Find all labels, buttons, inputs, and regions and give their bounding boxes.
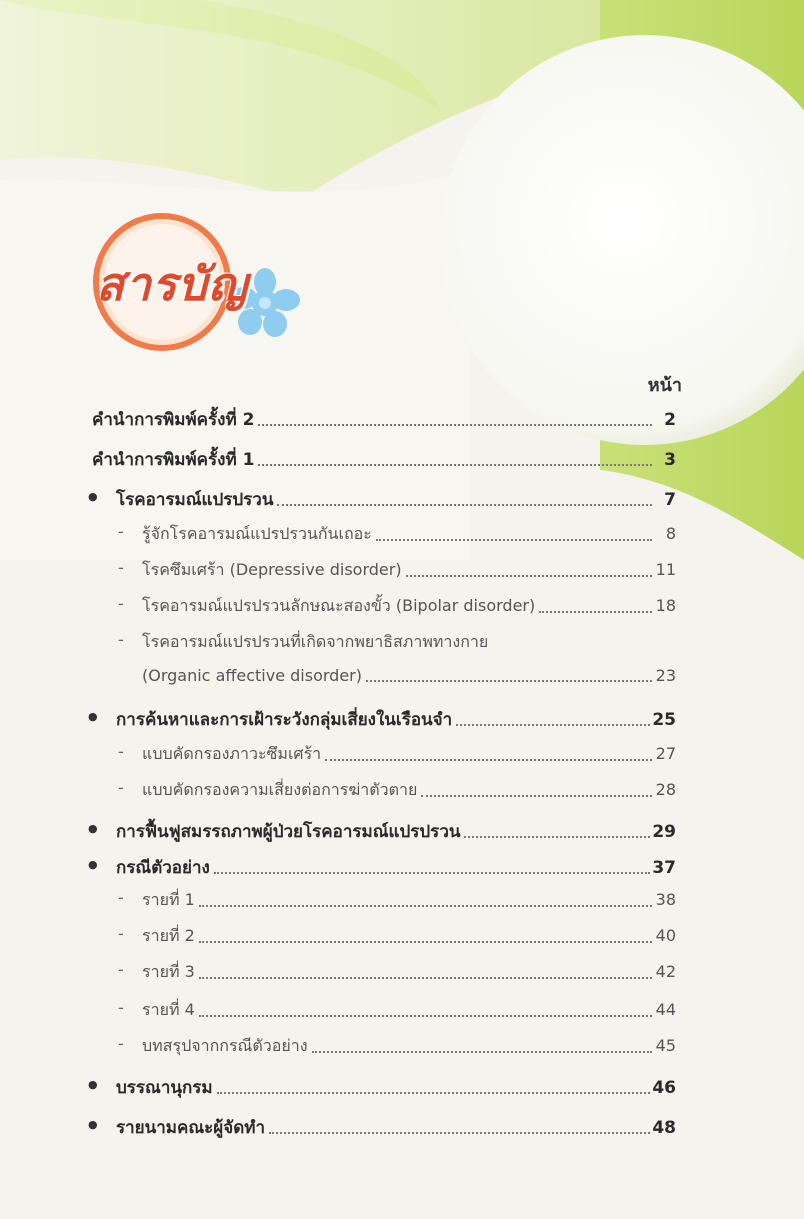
dash-icon: - xyxy=(118,778,124,797)
toc-entry-page-number: 8 xyxy=(665,524,676,543)
toc-entry-page-number: 46 xyxy=(652,1078,676,1098)
toc-entry[interactable] xyxy=(142,1034,676,1059)
toc-entry-label: แบบคัดกรองความเสี่ยงต่อการฆ่าตัวตาย xyxy=(142,780,418,799)
dot-leader xyxy=(199,941,652,943)
toc-entry[interactable] xyxy=(142,594,676,619)
toc-entry-label: โรคอารมณ์แปรปรวนลักษณะสองขั้ว (Bipolar disorder) xyxy=(142,596,536,615)
page-title: สารบัญ xyxy=(96,257,249,311)
dash-icon: - xyxy=(118,924,124,943)
bullet-icon: ● xyxy=(88,490,98,503)
dash-icon: - xyxy=(118,558,124,577)
toc-entry-page-number: 3 xyxy=(664,450,676,470)
toc-entry[interactable] xyxy=(116,1114,676,1141)
bullet-icon: ● xyxy=(88,1118,98,1131)
toc-entry-label: แบบคัดกรองภาวะซึมเศร้า xyxy=(142,744,322,763)
toc-entry[interactable] xyxy=(116,854,676,881)
bullet-icon: ● xyxy=(88,822,98,835)
dash-icon: - xyxy=(118,888,124,907)
toc-entry-label: รายที่ 2 xyxy=(142,926,195,945)
toc-entry-page-number: 11 xyxy=(655,560,676,579)
toc-entry-label: การฟื้นฟูสมรรถภาพผู้ป่วยโรคอารมณ์แปรปรวน xyxy=(116,822,461,842)
toc-entry[interactable] xyxy=(142,924,676,949)
dot-leader xyxy=(366,680,652,682)
toc-entry[interactable] xyxy=(116,818,676,845)
dash-icon: - xyxy=(118,630,124,649)
toc-entry-page-number: 45 xyxy=(655,1036,676,1055)
toc-entry[interactable] xyxy=(142,742,676,767)
dot-leader xyxy=(258,464,652,466)
toc-entry[interactable] xyxy=(142,558,676,583)
dash-icon: - xyxy=(118,998,124,1017)
toc-entry-page-number: 2 xyxy=(664,410,676,430)
dash-icon: - xyxy=(118,742,124,761)
toc-entry-label: รู้จักโรคอารมณ์แปรปรวนกันเถอะ xyxy=(142,524,372,543)
toc-entry-label: รายที่ 4 xyxy=(142,1000,195,1019)
toc-entry-page-number: 28 xyxy=(655,780,676,799)
title-badge xyxy=(92,208,292,358)
toc-entry-page-number: 27 xyxy=(655,744,676,763)
dot-leader xyxy=(325,759,652,761)
dot-leader xyxy=(217,1092,651,1094)
dot-leader xyxy=(277,504,652,506)
dot-leader xyxy=(214,872,651,874)
toc-entry-page-number: 29 xyxy=(652,822,676,842)
toc-entry-label: โรคอารมณ์แปรปรวนที่เกิดจากพยาธิสภาพทางกาย xyxy=(142,632,489,651)
dash-icon: - xyxy=(118,1034,124,1053)
toc-entry[interactable] xyxy=(116,486,676,513)
toc-entry-label: คำนำการพิมพ์ครั้งที่ 2 xyxy=(92,410,255,430)
dot-leader xyxy=(406,575,652,577)
toc-entry-page-number: 23 xyxy=(655,666,676,685)
dot-leader xyxy=(312,1051,652,1053)
toc-entry-label: รายนามคณะผู้จัดทำ xyxy=(116,1118,265,1138)
toc-entry-label: รายที่ 3 xyxy=(142,962,195,981)
dash-icon: - xyxy=(118,522,124,541)
toc-entry[interactable] xyxy=(142,998,676,1023)
toc-entry-page-number: 40 xyxy=(655,926,676,945)
toc-entry-label: โรคซึมเศร้า (Depressive disorder) xyxy=(142,560,402,579)
bullet-icon: ● xyxy=(88,1078,98,1091)
dot-leader xyxy=(376,539,652,541)
dash-icon: - xyxy=(118,960,124,979)
toc-entry[interactable] xyxy=(116,706,676,733)
page-column-header: หน้า xyxy=(647,375,682,396)
toc-entry[interactable] xyxy=(142,888,676,913)
toc-entry-page-number: 38 xyxy=(655,890,676,909)
toc-entry[interactable] xyxy=(142,522,676,547)
toc-entry[interactable] xyxy=(92,446,676,473)
dot-leader xyxy=(456,724,650,726)
toc-entry-label: คำนำการพิมพ์ครั้งที่ 1 xyxy=(92,450,255,470)
dot-leader xyxy=(539,611,652,613)
dot-leader xyxy=(269,1132,650,1134)
toc-entry-label: โรคอารมณ์แปรปรวน xyxy=(116,490,274,510)
toc-entry-label: กรณีตัวอย่าง xyxy=(116,858,210,878)
toc-entry-label: การค้นหาและการเฝ้าระวังกลุ่มเสี่ยงในเรือนจำ xyxy=(116,710,453,730)
dot-leader xyxy=(199,905,652,907)
toc-entry-label: บทสรุปจากกรณีตัวอย่าง xyxy=(142,1036,308,1055)
toc-entry-label: บรรณานุกรม xyxy=(116,1078,213,1098)
toc-entry-page-number: 48 xyxy=(652,1118,676,1138)
toc-entry[interactable] xyxy=(142,960,676,985)
dash-icon: - xyxy=(118,594,124,613)
toc-entry[interactable] xyxy=(116,1074,676,1101)
dot-leader xyxy=(199,977,652,979)
toc-entry-label: รายที่ 1 xyxy=(142,890,195,909)
dot-leader xyxy=(258,424,652,426)
bullet-icon: ● xyxy=(88,858,98,871)
toc-entry-page-number: 25 xyxy=(652,710,676,730)
toc-entry-page-number: 44 xyxy=(655,1000,676,1019)
toc-entry-page-number: 7 xyxy=(664,490,676,510)
bullet-icon: ● xyxy=(88,710,98,723)
toc-entry[interactable] xyxy=(142,778,676,803)
toc-entry-page-number: 42 xyxy=(655,962,676,981)
dot-leader xyxy=(199,1015,652,1017)
toc-entry[interactable] xyxy=(142,666,676,685)
dot-leader xyxy=(421,795,652,797)
toc-entry-page-number: 18 xyxy=(655,596,676,615)
toc-entry-label: (Organic affective disorder) xyxy=(142,666,362,685)
toc-entry[interactable] xyxy=(92,406,676,433)
toc-entry-page-number: 37 xyxy=(652,858,676,878)
dot-leader xyxy=(464,836,650,838)
